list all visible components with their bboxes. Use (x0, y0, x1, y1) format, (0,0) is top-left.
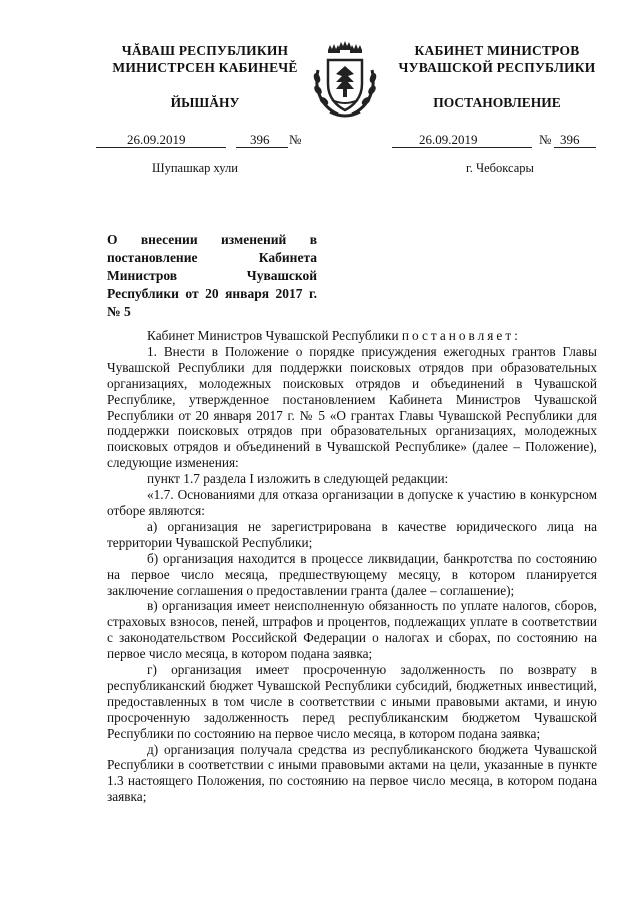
left-registration-number: 396 (250, 132, 270, 147)
document-body (107, 328, 597, 805)
right-registration-date: 26.09.2019 (419, 132, 478, 147)
intro-verb: постановляет: (401, 328, 521, 343)
left-doc-type: ЙЫШĂНУ (170, 95, 240, 110)
right-date-underline (392, 147, 532, 148)
right-org-name-line2: ЧУВАШСКОЙ РЕСПУБЛИКИ (398, 60, 596, 75)
right-doc-type: ПОСТАНОВЛЕНИЕ (433, 95, 561, 110)
right-number-sign: № (539, 132, 552, 147)
item-g: г) организация имеет просроченную задолженность по возврату в республиканский бюджет Чувашской Республики субсидий, бюджетных инвестиций, предоставленных в том числе в соответствии с иными правовыми актами, и иную просроченную задолженность перед республиканским бюджетом Чувашской Республики по состоянию на первое число месяца, в котором подана заявка; (107, 662, 597, 741)
item-d: д) организация получала средства из республиканского бюджета Чувашской Республики в соответствии с иными правовыми актами на цели, указанные в пункте 1.3 настоящего Положения, по состоянию на первое число месяца, в котором подана заявка; (107, 741, 597, 805)
right-number-underline (554, 147, 596, 148)
left-org-name-line2: МИНИСТРСЕН КАБИНЕЧĚ (112, 60, 298, 75)
right-place-name: г. Чебоксары (466, 161, 534, 175)
paragraph-1: 1. Внести в Положение о порядке присуждения ежегодных грантов Главы Чувашской Республики для поддержки поисковых отрядов при образовательных организациях, молодежных поисковых отрядов и объединений в Чувашской Республике, утвержденное постановлением Кабинета Министров Чувашской Республики от 20 января 2017 г. № 5 «О грантах Главы Чувашской Республики для поддержки поисковых отрядов при образовательных организациях, молодежных поисковых отрядов и объединений в Чувашской Республике» (далее – Положение), следующие изменения: (107, 343, 597, 471)
left-date-underline (96, 147, 226, 148)
item-b: б) организация находится в процессе ликвидации, банкротства по состоянию на первое число месяца, предшествующему месяцу, в котором планируется заключение соглашения о предоставлении гранта (далее – соглашение); (107, 550, 597, 598)
left-number-underline (236, 147, 288, 148)
header-left-block (100, 42, 310, 111)
left-org-name-line1: ЧĂВАШ РЕСПУБЛИКИН (121, 43, 289, 58)
left-place-name: Шупашкар хули (152, 161, 238, 175)
intro-paragraph (107, 328, 597, 344)
left-number-sign: № (289, 132, 302, 147)
paragraph-2: пункт 1.7 раздела I изложить в следующей редакции: (147, 471, 449, 487)
header-right-block (392, 42, 602, 111)
left-registration-line (0, 132, 320, 148)
item-v: в) организация имеет неисполненную обязанность по уплате налогов, сборов, страховых взносов, пеней, штрафов и процентов, подлежащих уплате в соответствии с законодательством Российской Федерации о налогах и сборах, по состоянию на первое число месяца, в котором подана заявка; (107, 598, 597, 662)
left-registration-date: 26.09.2019 (127, 132, 186, 147)
item-a: а) организация не зарегистрирована в качестве юридического лица на территории Чувашской Республики; (107, 518, 597, 550)
document-subject: О внесении изменений в постановление Кабинета Министров Чувашской Республики от 20 января 2017 г. № 5 (107, 232, 317, 319)
right-registration-line (320, 132, 640, 148)
right-registration-number: 396 (560, 132, 580, 147)
right-org-name-line1: КАБИНЕТ МИНИСТРОВ (414, 43, 580, 58)
intro-prefix: Кабинет Министров Чувашской Республики (147, 328, 399, 343)
chuvash-emblem-icon (308, 40, 382, 120)
paragraph-3: «1.7. Основаниями для отказа организации в допуске к участию в конкурсном отборе являются: (107, 487, 597, 518)
